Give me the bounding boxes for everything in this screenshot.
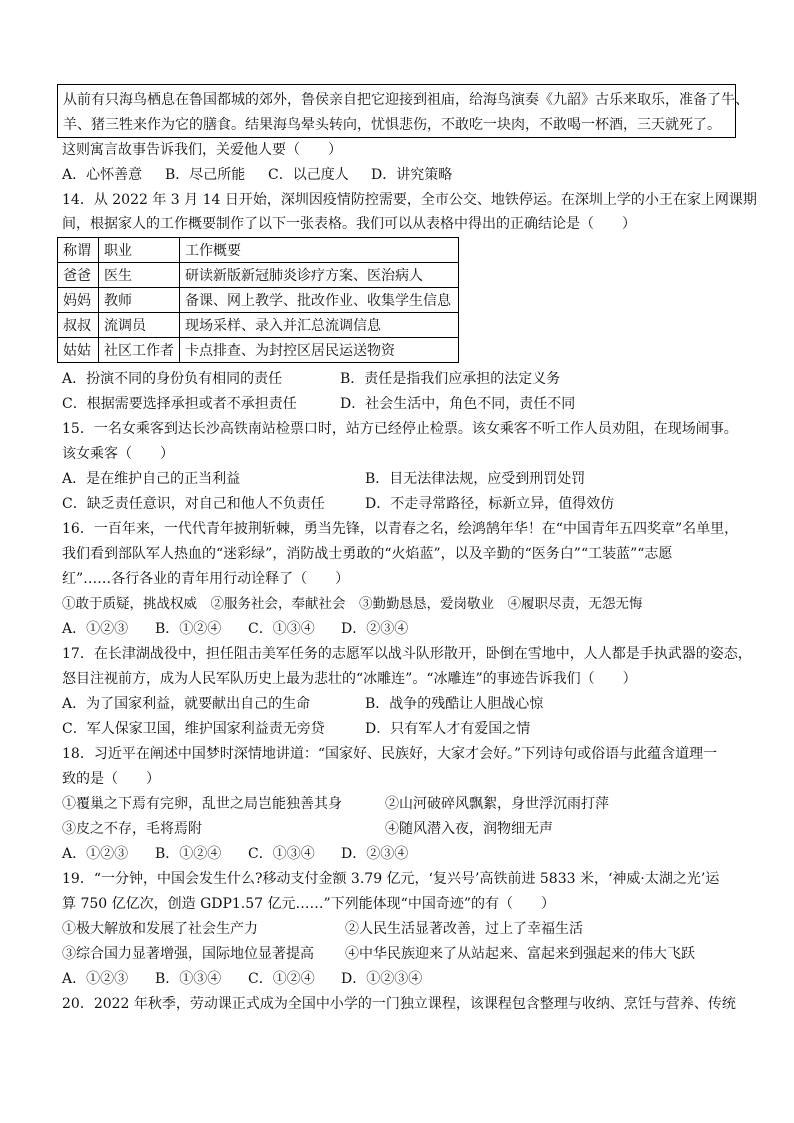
story-line-2: 羊、猪三牲来作为它的膳食。结果海鸟晕头转向，忧惧悲伤，不敢吃一块肉，不敢喝一杯酒，三天就死了。 — [63, 117, 721, 133]
table-cell: 爸爸 — [58, 263, 99, 288]
q15-option-c: C．缺乏责任意识，对自己和他人不负责任 — [62, 496, 325, 512]
table-cell: 备课、网上教学、批改作业、收集学生信息 — [180, 288, 459, 313]
q16-option-b: B．①②④ — [155, 621, 222, 637]
q20-stem-1: 20．2022 年秋季，劳动课正式成为全国中小学的一门独立课程，该课程包含整理与收纳、烹饪与营养、传统 — [62, 996, 736, 1012]
q15-option-b: B．目无法律法规，应受到刑罚处罚 — [365, 471, 586, 487]
table-cell: 妈妈 — [58, 288, 99, 313]
q19-statement-4: ④中华民族迎来了从站起来、富起来到强起来的伟大飞跃 — [345, 946, 695, 962]
q15-option-d: D．不走寻常路径，标新立异，值得效仿 — [365, 496, 615, 512]
q19-option-a: A．①②③ — [62, 971, 129, 987]
q17-option-d: D．只有军人才有爱国之情 — [365, 721, 531, 737]
q17-option-c: C．军人保家卫国，维护国家利益责无旁贷 — [62, 721, 325, 737]
table-header-cell: 称谓 — [58, 238, 99, 263]
q16-statements: ①敢于质疑，挑战权威 ②服务社会，奉献社会 ③勤勤恳恳，爱岗敬业 ④履职尽责，无怨无悔 — [62, 596, 643, 612]
table-row — [58, 313, 459, 338]
q13-option-d: D．讲究策略 — [371, 167, 453, 183]
table-cell: 姑姑 — [58, 338, 99, 363]
q17-stem-1: 17．在长津湖战役中，担任阻击美军任务的志愿军以战斗队形散开，卧倒在雪地中，人人都是手执武器的姿态， — [62, 646, 752, 662]
q14-stem-2: 间，根据家人的工作概要制作了以下一张表格。我们可以从表格中得出的正确结论是（ ） — [62, 216, 636, 232]
q18-statement-3: ③皮之不存，毛将焉附 — [62, 821, 202, 837]
q19-option-c: C．①②④ — [248, 971, 315, 987]
family-work-table — [57, 237, 459, 363]
table-cell: 教师 — [99, 288, 180, 313]
q18-statement-4: ④随风潜入夜，润物细无声 — [385, 821, 553, 837]
q18-option-a: A．①②③ — [62, 846, 129, 862]
q18-statement-1: ①覆巢之下焉有完卵，乱世之局岂能独善其身 — [62, 796, 342, 812]
q18-statement-2: ②山河破碎风飘絮，身世浮沉雨打萍 — [385, 796, 609, 812]
table-cell: 医生 — [99, 263, 180, 288]
q18-option-d: D．②③④ — [341, 846, 409, 862]
q17-option-a: A．为了国家利益，就要献出自己的生命 — [62, 696, 311, 712]
table-cell: 社区工作者 — [99, 338, 180, 363]
q16-option-a: A．①②③ — [62, 621, 129, 637]
q16-stem-1: 16．一百年来，一代代青年披荆斩棘，勇当先锋，以青春之名，绘鸿鹄年华！在“中国青年五四奖章”名单里， — [62, 521, 739, 537]
q19-stem-2: 算 750 亿亿次，创造 GDP1.57 亿元……”下列能体现“中国奇迹”的有（ ） — [62, 896, 555, 912]
q18-option-c: C．①③④ — [248, 846, 315, 862]
q16-option-d: D．②③④ — [341, 621, 409, 637]
q18-stem-2: 致的是（ ） — [62, 771, 160, 787]
table-cell: 流调员 — [99, 313, 180, 338]
table-row — [58, 288, 459, 313]
q19-statement-2: ②人民生活显著改善，过上了幸福生活 — [345, 921, 583, 937]
q15-stem-1: 15．一名女乘客到达长沙高铁南站检票口时，站方已经停止检票。该女乘客不听工作人员劝阻，在现场闹事。 — [62, 421, 738, 437]
table-cell: 卡点排查、为封控区居民运送物资 — [180, 338, 459, 363]
q16-stem-2: 我们看到部队军人热血的“迷彩绿”，消防战士勇敢的“火焰蓝”，以及辛勤的“医务白”“工装蓝”“志愿 — [62, 546, 673, 562]
table-cell: 叔叔 — [58, 313, 99, 338]
q14-stem-1: 14．从 2022 年 3 月 14 日开始，深圳因疫情防控需要，全市公交、地铁停运。在深圳上学的小王在家上网课期 — [62, 192, 757, 208]
q19-option-d: D．①②③④ — [341, 971, 423, 987]
q16-stem-3: 红”……各行各业的青年用行动诠释了（ ） — [62, 571, 350, 587]
q15-stem-2: 该女乘客（ ） — [62, 446, 174, 462]
table-row — [58, 338, 459, 363]
q14-option-d: D．社会生活中，角色不同，责任不同 — [340, 396, 576, 412]
q13-option-a: A．心怀善意 — [62, 167, 143, 183]
q13-stem: 这则寓言故事告诉我们，关爱他人要（ ） — [62, 142, 342, 158]
q17-option-b: B．战争的残酷让人胆战心惊 — [365, 696, 544, 712]
story-box — [57, 84, 749, 138]
q16-option-c: C．①③④ — [248, 621, 315, 637]
table-header-cell: 职业 — [99, 238, 180, 263]
table-header-cell: 工作概要 — [180, 238, 459, 263]
table-row — [58, 263, 459, 288]
story-line-1: 从前有只海鸟栖息在鲁国都城的郊外，鲁侯亲自把它迎接到祖庙，给海鸟演奏《九韶》古乐来取乐，准备了牛、 — [63, 92, 749, 108]
q14-option-a: A．扮演不同的身份负有相同的责任 — [62, 371, 283, 387]
q17-stem-2: 怒目注视前方，成为人民军队历史上最为悲壮的“冰雕连”。“冰雕连”的事迹告诉我们（ ） — [62, 671, 637, 687]
q18-stem-1: 18．习近平在阐述中国梦时深情地讲道：“国家好、民族好，大家才会好。”下列诗句或俗语与此蕴含道理一 — [62, 746, 718, 762]
q15-option-a: A．是在维护自己的正当利益 — [62, 471, 241, 487]
q19-statement-3: ③综合国力显著增强，国际地位显著提高 — [62, 946, 314, 962]
q19-statement-1: ①极大解放和发展了社会生产力 — [62, 921, 258, 937]
table-cell: 现场采样、录入并汇总流调信息 — [180, 313, 459, 338]
q19-option-b: B．①③④ — [155, 971, 222, 987]
table-cell: 研读新版新冠肺炎诊疗方案、医治病人 — [180, 263, 459, 288]
q18-option-b: B．①②④ — [155, 846, 222, 862]
q13-option-c: C．以己度人 — [268, 167, 349, 183]
q13-option-b: B．尽己所能 — [165, 167, 246, 183]
table-header-row — [58, 238, 459, 263]
q19-stem-1: 19．“一分钟，中国会发生什么?移动支付金额 3.79 亿元，‘复兴号’高铁前进 5833 米，‘神威·太湖之光’运 — [62, 871, 720, 887]
q14-option-b: B．责任是指我们应承担的法定义务 — [340, 371, 561, 387]
q14-option-c: C．根据需要选择承担或者不承担责任 — [62, 396, 297, 412]
